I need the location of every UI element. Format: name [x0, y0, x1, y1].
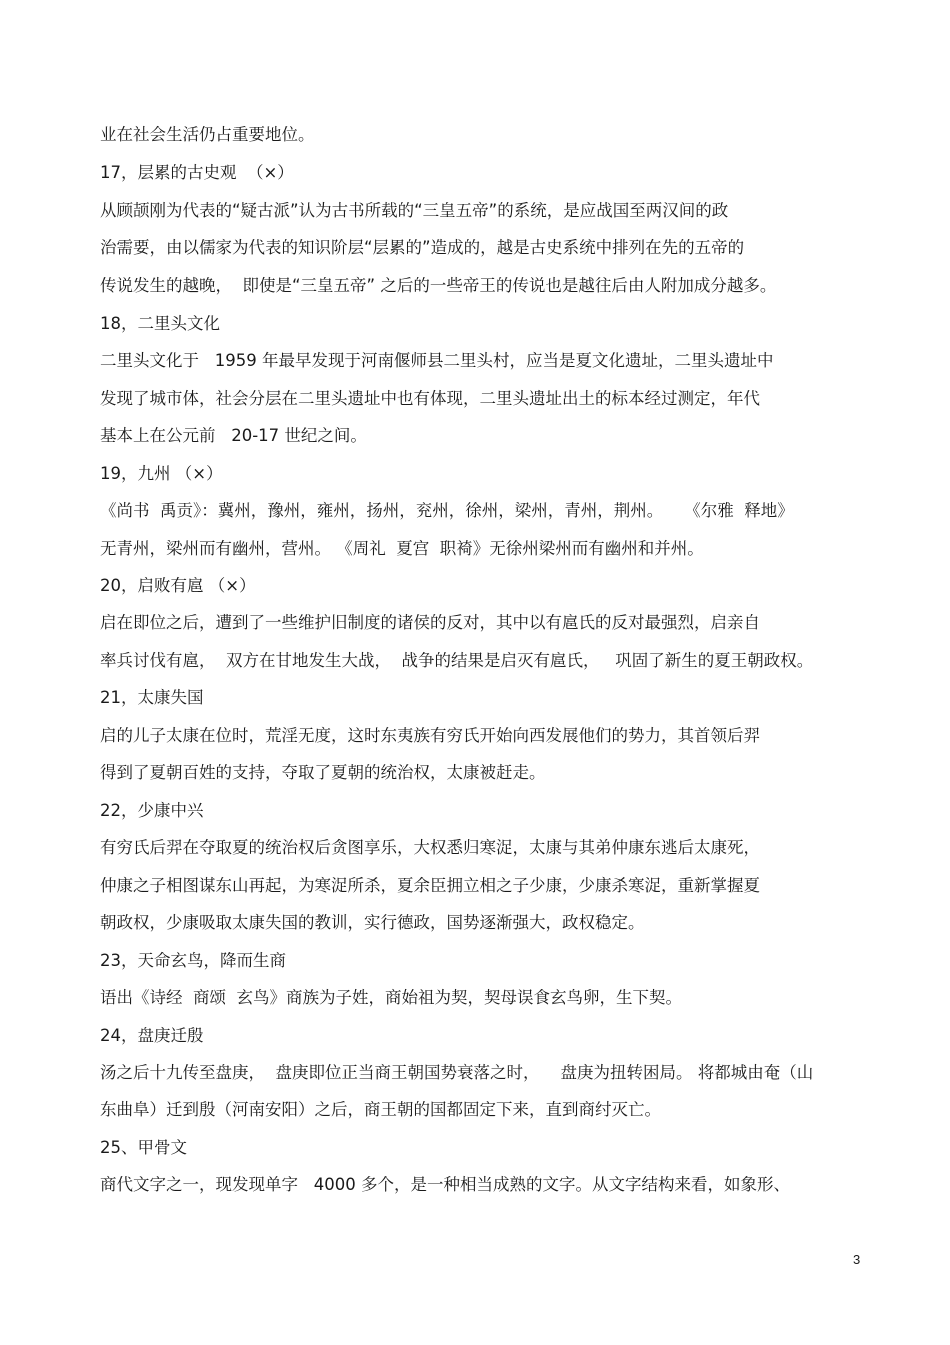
text-line: 仲康之子相图谋东山再起，为寒浞所杀，夏余臣拥立相之子少康，少康杀寒浞，重新掌握夏 — [100, 876, 760, 895]
text-line: 治需要，由以儒家为代表的知识阶层“层累的”造成的，越是古史系统中排列在先的五帝的 — [100, 238, 745, 257]
text-line: 东曲阜）迁到殷（河南安阳）之后，商王朝的国都固定下来，直到商纣灭亡。 — [100, 1100, 661, 1119]
section-heading: 22，少康中兴 — [100, 801, 204, 820]
text-line: 商代文字之一，现发现单字 4000 多个，是一种相当成熟的文字。从文字结构来看，如象形、 — [100, 1175, 790, 1194]
text-line: 启的儿子太康在位时，荒淫无度，这时东夷族有穷氏开始向西发展他们的势力，其首领后羿 — [100, 726, 760, 745]
text-line: 传说发生的越晚， 即使是“三皇五帝” 之后的一些帝王的传说也是越往后由人附加成分越多。 — [100, 276, 777, 295]
text-line: 有穷氏后羿在夺取夏的统治权后贪图享乐，大权悉归寒浞，太康与其弟仲康东逃后太康死， — [100, 838, 760, 857]
page-number: 3 — [853, 1252, 861, 1267]
text-line: 基本上在公元前 20-17 世纪之间。 — [100, 426, 367, 445]
section-heading: 20，启败有扈 （×） — [100, 576, 256, 595]
text-line: 语出《诗经 商颂 玄鸟》商族为子姓，商始祖为契，契母误食玄鸟卵，生下契。 — [100, 988, 682, 1007]
text-line: 无青州，梁州而有幽州，营州。 《周礼 夏宫 职裿》无徐州梁州而有幽州和并州。 — [100, 539, 704, 558]
text-line: 启在即位之后，遭到了一些维护旧制度的诸侯的反对，其中以有扈氏的反对最强烈，启亲自 — [100, 613, 760, 632]
text-line: 汤之后十九传至盘庚， 盘庚即位正当商王朝国势衰落之时， 盘庚为扭转困局。 将都城由奄（山 — [100, 1063, 814, 1082]
text-line: 业在社会生活仍占重要地位。 — [100, 125, 315, 144]
text-line: 《尚书 禹贡》：冀州，豫州，雍州，扬州，兖州，徐州，梁州，青州，荆州。 《尔雅 释地》 — [100, 501, 794, 520]
section-heading: 17，层累的古史观 （×） — [100, 163, 294, 182]
text-line: 从顾颉刚为代表的“疑古派”认为古书所载的“三皇五帝”的系统，是应战国至两汉间的政 — [100, 201, 729, 220]
section-heading: 21，太康失国 — [100, 688, 204, 707]
section-heading: 25、甲骨文 — [100, 1138, 187, 1157]
text-line: 二里头文化于 1959 年最早发现于河南偃师县二里头村，应当是夏文化遗址，二里头遗址中 — [100, 351, 774, 370]
section-heading: 24，盘庚迁殷 — [100, 1026, 204, 1045]
text-line: 发现了城市体，社会分层在二里头遗址中也有体现，二里头遗址出土的标本经过测定，年代 — [100, 389, 760, 408]
text-line: 得到了夏朝百姓的支持，夺取了夏朝的统治权，太康被赶走。 — [100, 763, 546, 782]
text-line: 朝政权，少康吸取太康失国的教训，实行德政，国势逐渐强大，政权稳定。 — [100, 913, 645, 932]
section-heading: 23，天命玄鸟，降而生商 — [100, 951, 286, 970]
text-line: 率兵讨伐有扈， 双方在甘地发生大战， 战争的结果是启灭有扈氏， 巩固了新生的夏王朝政权。 — [100, 651, 814, 670]
section-heading: 18，二里头文化 — [100, 314, 220, 333]
section-heading: 19，九州 （×） — [100, 464, 223, 483]
